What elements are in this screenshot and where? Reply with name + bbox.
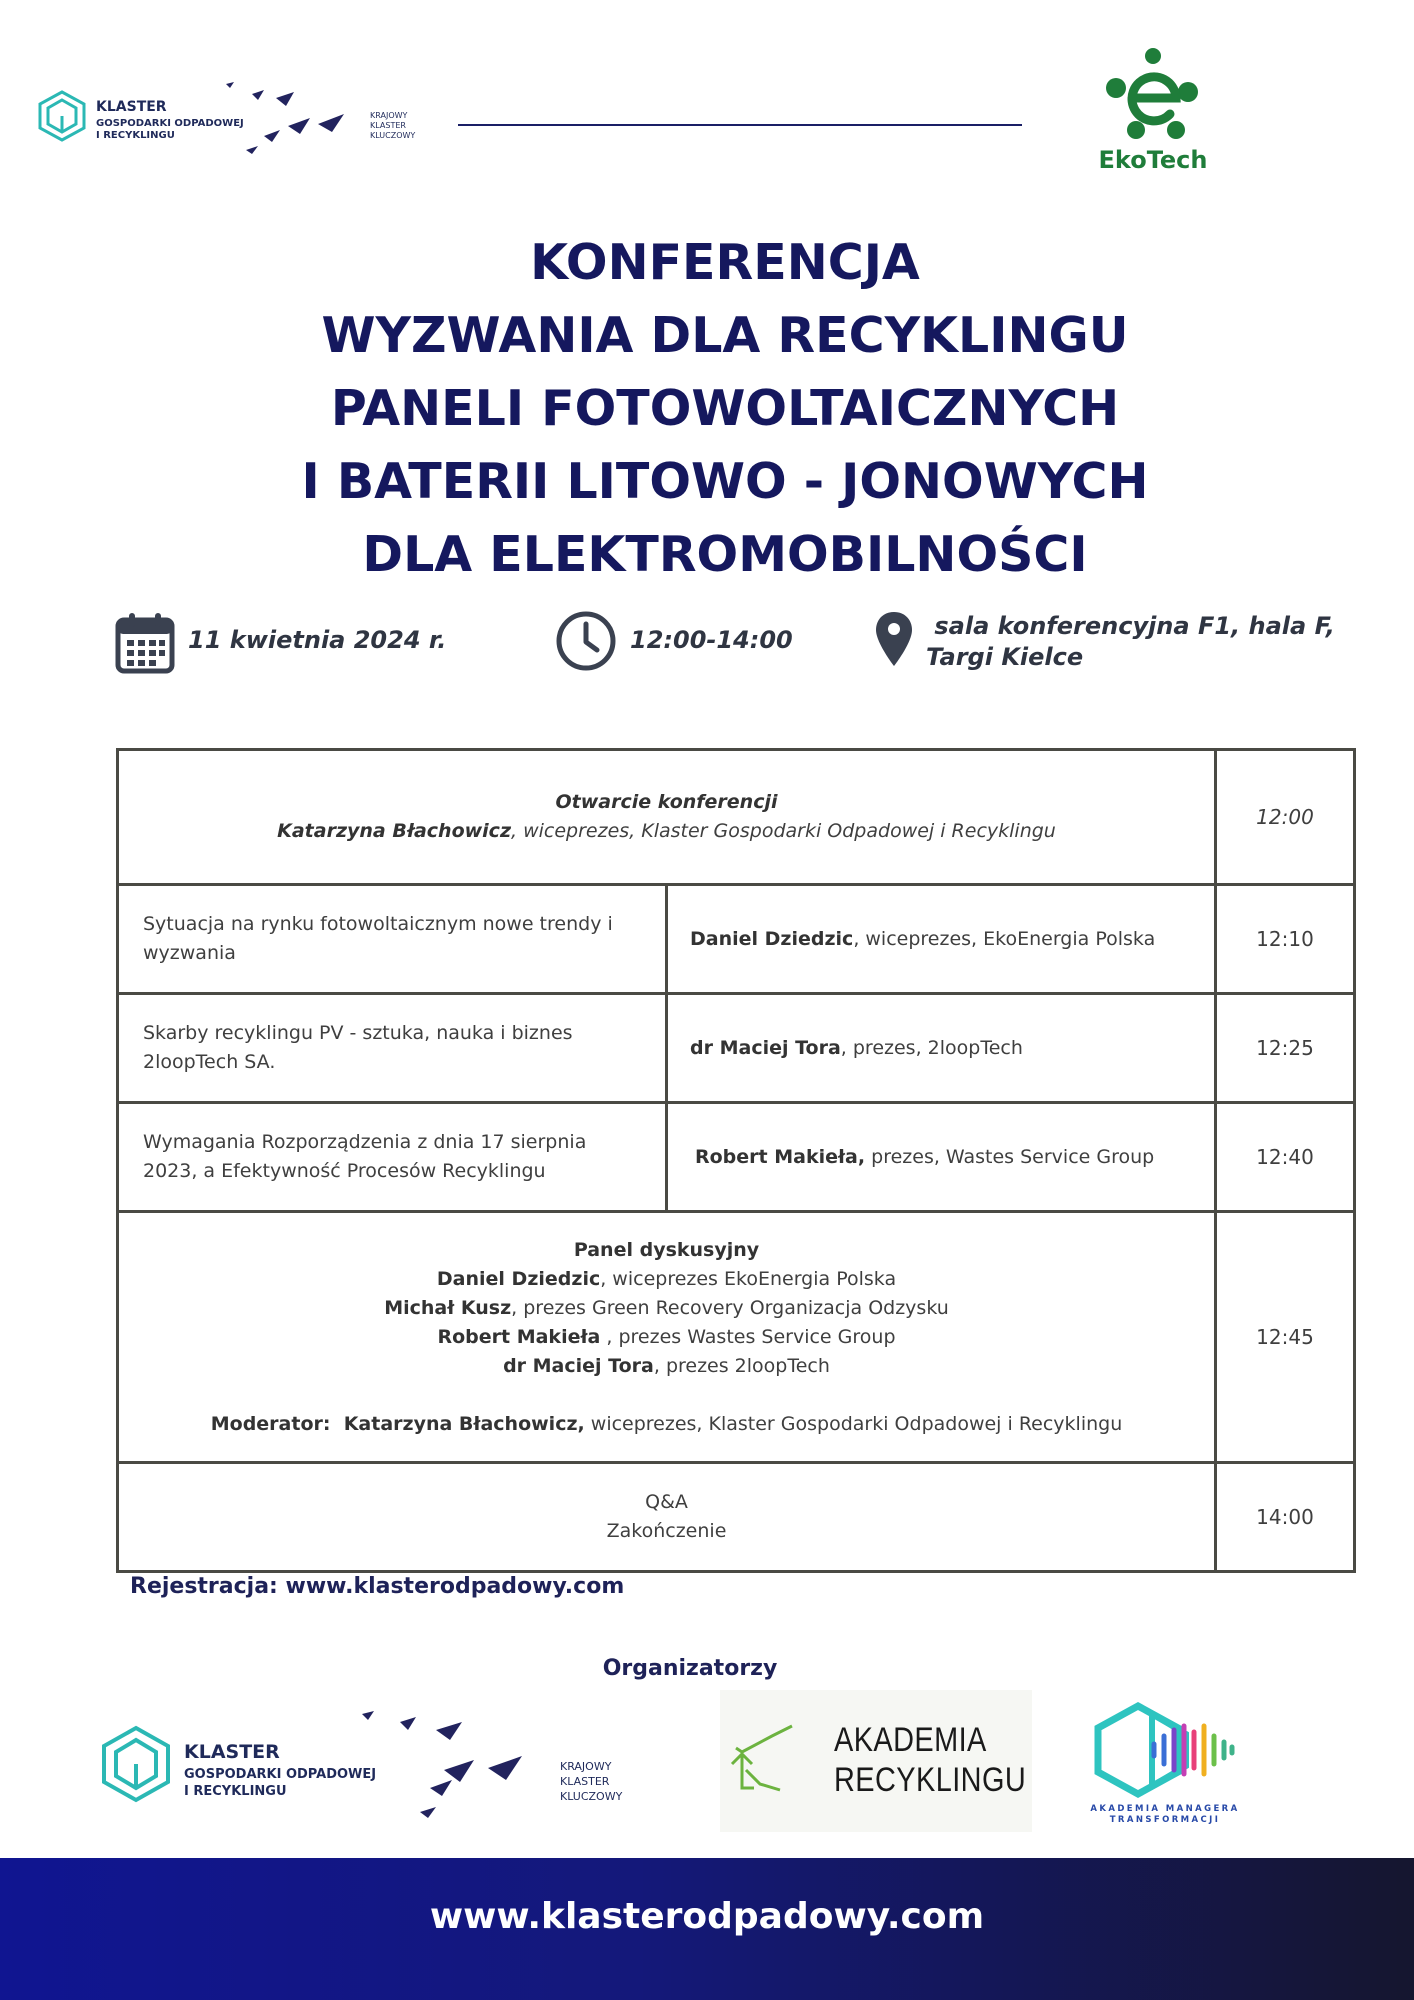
event-place-line1: sala konferencyjna F1, hala F, (926, 612, 1335, 640)
speaker-role: , prezes, 2loopTech (840, 1036, 1023, 1059)
header-divider (458, 124, 1022, 126)
klaster-logo-line3: I RECYKLINGU (184, 1784, 287, 1799)
time-cell: 12:25 (1216, 994, 1355, 1103)
amt-line2: TRANSFORMACJI (1109, 1815, 1221, 1825)
speaker-cell (667, 994, 1216, 1103)
member-name: Daniel Dziedzic (436, 1267, 601, 1290)
akademia-recyklingu-logo (720, 1690, 1032, 1832)
speaker-role: , wiceprezes, Klaster Gospodarki Odpadowej i Recyklingu (511, 820, 1056, 842)
klaster-logo-organizer (100, 1708, 640, 1828)
amt-caption (1090, 1804, 1240, 1826)
recycle-arrow-icon (720, 1690, 830, 1832)
panel-member (119, 1352, 1214, 1381)
member-name: Robert Makieła (437, 1325, 601, 1348)
akademia-logo-text (834, 1720, 1026, 1800)
klaster-logo-line2: GOSPODARKI ODPADOWEJ (96, 118, 244, 129)
ekotech-logo (1088, 46, 1218, 176)
calendar-icon (115, 612, 175, 674)
klaster-logo-header (38, 74, 428, 164)
time-cell: 12:10 (1216, 885, 1355, 994)
title-line: I BATERII LITOWO - JONOWYCH (301, 453, 1149, 510)
closing-line1: Q&A (645, 1491, 688, 1513)
member-role: , prezes Green Recovery Organizacja Odzysku (511, 1296, 949, 1319)
member-role: , prezes Wastes Service Group (600, 1325, 896, 1348)
kkk-line2: KLASTER (560, 1775, 610, 1788)
member-name: Michał Kusz (384, 1296, 512, 1319)
kkk-line1: KRAJOWY (560, 1760, 612, 1773)
closing-cell (118, 1463, 1216, 1572)
panel-member (119, 1294, 1214, 1323)
opening-speaker (119, 817, 1214, 846)
amt-line1: AKADEMIA MANAGERA (1090, 1804, 1240, 1814)
birds-icon (362, 1711, 522, 1818)
klaster-logo-line1: KLASTER (184, 1741, 280, 1763)
time-cell: 12:00 (1216, 750, 1355, 885)
table-row (118, 885, 1355, 994)
speaker-role: prezes, Wastes Service Group (865, 1145, 1155, 1168)
panel-member (119, 1323, 1214, 1352)
hexagon-soundwave-icon (1090, 1700, 1260, 1804)
panel-cell (118, 1212, 1216, 1463)
speaker-name: Daniel Dziedzic (690, 927, 854, 950)
akademia-line1: AKADEMIA (834, 1721, 987, 1759)
speaker-name: Katarzyna Błachowicz (277, 820, 512, 842)
footer-website-link[interactable]: www.klasterodpadowy.com (429, 1896, 985, 1937)
speaker-name: Robert Makieła, (695, 1145, 866, 1168)
speaker-cell (667, 885, 1216, 994)
moderator-label: Moderator: Katarzyna Błachowicz, (210, 1412, 585, 1435)
conference-title (100, 226, 1350, 591)
opening-title: Otwarcie konferencji (555, 791, 778, 813)
time-cell: 14:00 (1216, 1463, 1355, 1572)
opening-cell (118, 750, 1216, 885)
akademia-managera-logo (1090, 1700, 1260, 1830)
event-time: 12:00-14:00 (630, 626, 793, 654)
member-role: , wiceprezes EkoEnergia Polska (600, 1267, 897, 1290)
panel-member (119, 1265, 1214, 1294)
location-pin-icon (874, 610, 914, 668)
cube-icon (40, 92, 84, 140)
footer-band (0, 1858, 1414, 2000)
title-line: WYZWANIA DLA RECYKLINGU (321, 307, 1129, 364)
kkk-line3: KLUCZOWY (370, 131, 416, 140)
event-place-line2: Targi Kielce (926, 643, 1084, 671)
table-row (118, 1463, 1355, 1572)
ekotech-e-icon (1088, 46, 1218, 146)
table-row (118, 1103, 1355, 1212)
panel-moderator (119, 1410, 1214, 1439)
kkk-line3: KLUCZOWY (560, 1790, 623, 1803)
klaster-logo-line1: KLASTER (96, 99, 167, 115)
title-line: PANELI FOTOWOLTAICZNYCH (330, 380, 1120, 437)
akademia-line2: RECYKLINGU (834, 1761, 1027, 1799)
topic-cell: Sytuacja na rynku fotowoltaicznym nowe trendy i wyzwania (118, 885, 667, 994)
cube-icon (104, 1728, 168, 1800)
topic-cell: Wymagania Rozporządzenia z dnia 17 sierpnia 2023, a Efektywność Procesów Recyklingu (118, 1103, 667, 1212)
topic-cell: Skarby recyklingu PV - sztuka, nauka i biznes 2loopTech SA. (118, 994, 667, 1103)
ekotech-logo-text: EkoTech (1098, 146, 1208, 174)
member-name: dr Maciej Tora (503, 1354, 654, 1377)
table-row (118, 1212, 1355, 1463)
clock-icon (555, 610, 617, 672)
registration-link[interactable]: Rejestracja: www.klasterodpadowy.com (130, 1574, 625, 1599)
time-cell: 12:40 (1216, 1103, 1355, 1212)
kkk-line2: KLASTER (370, 121, 406, 130)
panel-title: Panel dyskusyjny (573, 1238, 760, 1261)
speaker-role: , wiceprezes, EkoEnergia Polska (853, 927, 1156, 950)
time-cell: 12:45 (1216, 1212, 1355, 1463)
closing-line2: Zakończenie (606, 1520, 727, 1542)
organizers-heading: Organizatorzy (602, 1656, 778, 1681)
speaker-name: dr Maciej Tora (690, 1036, 841, 1059)
table-row (118, 994, 1355, 1103)
kkk-line1: KRAJOWY (370, 111, 408, 120)
klaster-logo-line3: I RECYKLINGU (96, 130, 175, 141)
agenda-table (116, 748, 1356, 1573)
event-place (926, 611, 1335, 673)
title-line: DLA ELEKTROMOBILNOŚCI (362, 526, 1088, 583)
event-date: 11 kwietnia 2024 r. (188, 626, 447, 654)
member-role: , prezes 2loopTech (653, 1354, 830, 1377)
moderator-role: wiceprezes, Klaster Gospodarki Odpadowej i Recyklingu (584, 1412, 1123, 1435)
speaker-cell (667, 1103, 1216, 1212)
table-row (118, 750, 1355, 885)
klaster-logo-line2: GOSPODARKI ODPADOWEJ (184, 1767, 377, 1782)
title-line: KONFERENCJA (530, 234, 920, 291)
